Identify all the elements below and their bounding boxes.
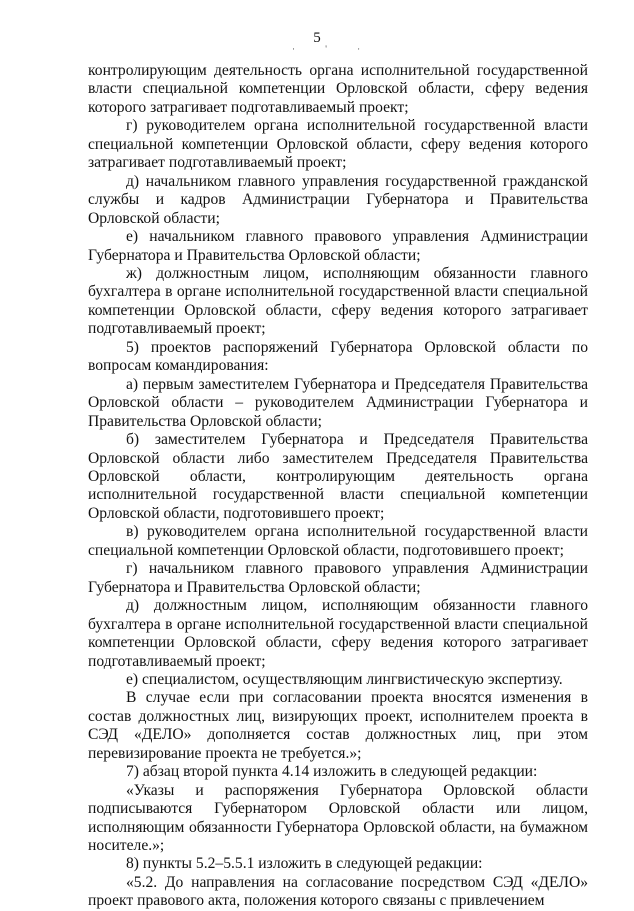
paragraph: 7) абзац второй пункта 4.14 изложить в следующей редакции: bbox=[126, 763, 538, 781]
paragraph: е) специалистом, осуществляющим лингвистическую экспертизу. bbox=[126, 670, 563, 688]
paragraph: ж) должностным лицом, исполняющим обязанности главного бухгалтера в органе исполнительной государственной власти специальной компетенции Орловской области, сферу ведения которого затрагивает подготавливаемый проект; bbox=[88, 264, 588, 338]
paragraph: д) должностным лицом, исполняющим обязанности главного бухгалтера в органе исполнительной государственной власти специальной компетенции Орловской области, сферу ведения которого затрагивает подготавливаемый проект; bbox=[88, 597, 588, 670]
paragraph: «5.2. До направления на согласование посредством СЭД «ДЕЛО» проект правового акта, положения которого связаны с привлечением bbox=[88, 873, 588, 910]
paragraph: В случае если при согласовании проекта вносятся изменения в состав должностных лиц, визирующих проект, исполнителем проекта в СЭД «ДЕЛО» дополняется состав должностных лиц, при этом перевизирование проекта не требуется.»; bbox=[88, 689, 588, 762]
paragraph: г) руководителем органа исполнительной государственной власти специальной компетенции Орловской области, сферу ведения которого затрагивает подготавливаемый проект; bbox=[88, 117, 588, 172]
paragraph: б) заместителем Губернатора и Председателя Правительства Орловской области либо заместителем Председателя Правительства Орловской области, контролирующим деятельность органа исполнительной государственной власти специальной компетенции Орловской области, подготовившего проект; bbox=[88, 431, 588, 522]
paragraph: е) начальником главного правового управления Администрации Губернатора и Правительства Орловской области; bbox=[88, 228, 588, 264]
paragraph: в) руководителем органа исполнительной государственной власти специальной компетенции Орловской области, подготовившего проект; bbox=[88, 523, 588, 559]
paragraph: контролирующим деятельность органа исполнительной государственной власти специальной компетенции Орловской области, сферу ведения которого затрагивает подготавливаемый проект; bbox=[88, 62, 588, 116]
paragraph: г) начальником главного правового управления Администрации Губернатора и Правительства Орловской области; bbox=[88, 560, 588, 596]
paragraph: 8) пункты 5.2–5.5.1 изложить в следующей редакции: bbox=[126, 855, 483, 873]
paragraph: а) первым заместителем Губернатора и Председателя Правительства Орловской области – руководителем Администрации Губернатора и Правительства Орловской области; bbox=[88, 375, 588, 430]
document-body bbox=[88, 62, 588, 911]
paragraph: д) начальником главного управления государственной гражданской службы и кадров Администрации Губернатора и Правительства Орловской области; bbox=[88, 172, 588, 227]
page-number: 5 bbox=[313, 30, 321, 46]
paragraph: 5) проектов распоряжений Губернатора Орловской области по вопросам командирования: bbox=[88, 338, 588, 375]
scan-specks: · ' · bbox=[292, 44, 375, 54]
paragraph: «Указы и распоряжения Губернатора Орловской области подписываются Губернатором Орловской области или лицом, исполняющим обязанности Губернатора Орловской области, на бумажном носителе.»; bbox=[88, 781, 588, 855]
